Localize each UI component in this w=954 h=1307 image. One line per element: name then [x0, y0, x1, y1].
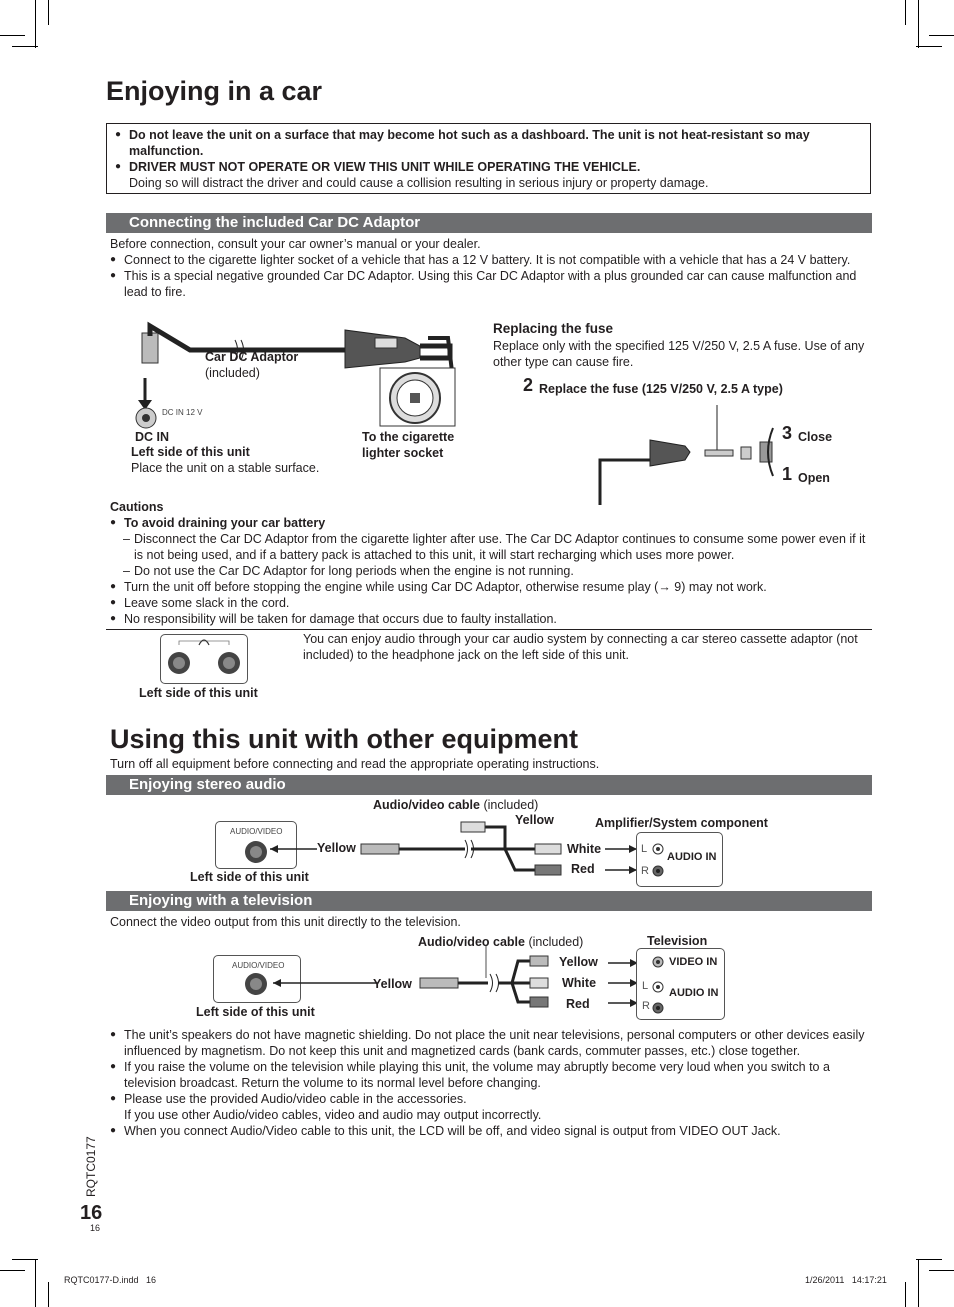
page-number-small: 16	[90, 1223, 101, 1233]
list-item: – Do not use the Car DC Adaptor for long periods when the engine is not running.	[110, 563, 868, 579]
page-title: Enjoying in a car	[106, 76, 323, 106]
section-heading-tv: Enjoying with a television	[106, 891, 872, 911]
list-item: ● No responsibility will be taken for damage that occurs due to faulty installation.	[110, 611, 868, 627]
white-label: White	[567, 842, 602, 856]
footer-file: RQTC0177-D.indd 16	[64, 1275, 157, 1285]
list-item: ● Turn the unit off before stopping the engine while using Car DC Adaptor, otherwise resume play (→ 9) may not work.	[110, 579, 868, 595]
section-heading-stereo: Enjoying stereo audio	[106, 775, 872, 795]
list-item: ● The unit’s speakers do not have magnetic shielding. Do not place the unit near televisions, personal computers or other devices easily influenced by magnetism. Do not keep this unit and magnetized cards (bank cards, commuter passes, etc.) close together.	[110, 1027, 870, 1059]
adaptor-label: Car DC Adaptor	[205, 350, 299, 364]
white-label: White	[562, 976, 597, 990]
cigarette-lighter-icon	[378, 330, 468, 430]
list-item: ● If you raise the volume on the television while playing this unit, the volume may abruptly become very loud when you switch to a television broadcast. Return the volume to its normal level before changing.	[110, 1059, 870, 1091]
lighter-label: lighter socket	[362, 446, 444, 460]
television-label: Television	[647, 934, 708, 948]
left-channel-label: L	[641, 843, 648, 855]
fuse-text: Replace only with the specified 125 V/250 V, 2.5 A fuse. Use of any other type can cause fire.	[493, 339, 865, 369]
jack-label: AUDIO/VIDEO	[232, 961, 285, 970]
headphone-jack-icon	[161, 635, 247, 683]
fuse-illustration	[585, 400, 785, 505]
list-item: – Disconnect the Car DC Adaptor from the cigarette lighter after use. The Car DC Adaptor continues to consume some power even if it is not being used, and if a battery pack is attached to this unit, it will start recharging which uses more power.	[110, 531, 868, 563]
television-panel	[636, 948, 725, 1020]
notes	[110, 1027, 870, 1139]
list-item-continuation: If you use other Audio/video cables, video and audio may output incorrectly.	[124, 1108, 542, 1122]
headphone-jack-panel	[160, 634, 248, 684]
right-channel-label: R	[641, 865, 649, 877]
fuse-step-1-number: 1	[782, 464, 793, 484]
cable-included: (included)	[528, 935, 584, 949]
intro-text: Before connection, consult your car owner’s manual or your dealer.	[110, 237, 481, 251]
lighter-label: To the cigarette	[362, 430, 455, 444]
divider	[106, 629, 872, 630]
warning-detail: Doing so will distract the driver and could cause a collision resulting in serious injury or property damage.	[129, 176, 709, 190]
rca-jack-icon	[651, 955, 665, 1015]
car-adaptor-text	[110, 236, 870, 300]
list-item: ● Connect to the cigarette lighter socket of a vehicle that has a 12 V battery. It is not compatible with a vehicle that has a 24 V battery.	[110, 252, 870, 268]
section-heading-car-adaptor: Connecting the included Car DC Adaptor	[106, 213, 872, 233]
left-side-label: Left side of this unit	[131, 445, 250, 459]
video-in-label: VIDEO IN	[669, 956, 718, 968]
yellow-label: Yellow	[559, 955, 598, 969]
intro-text: Turn off all equipment before connecting and read the appropriate operating instructions.	[110, 757, 600, 771]
list-item: ● Please use the provided Audio/video cable in the accessories.	[110, 1091, 870, 1107]
red-label: Red	[571, 862, 595, 876]
warning-item: ● Do not leave the unit on a surface that may become hot such as a dashboard. The unit is not heat-resistant so may malfunction.	[115, 127, 862, 159]
intro-text: Connect the video output from this unit directly to the television.	[110, 915, 461, 929]
yellow-left-label: Yellow	[373, 977, 412, 991]
cautions	[110, 499, 868, 627]
fuse-step-3-number: 3	[782, 423, 793, 443]
dc-in-label: DC IN	[135, 430, 170, 444]
red-label: Red	[566, 997, 590, 1011]
cable-name: Audio/video cable	[418, 935, 525, 949]
yellow-top-label: Yellow	[515, 813, 554, 827]
cautions-title: Cautions	[110, 500, 164, 514]
list-item: ● When you connect Audio/Video cable to this unit, the LCD will be off, and video signal is output from VIDEO OUT Jack.	[110, 1123, 870, 1139]
left-side-label: Left side of this unit	[190, 870, 309, 884]
dc-in-marking: DC IN 12 V	[162, 408, 203, 417]
list-item: ● To avoid draining your car battery	[110, 515, 868, 531]
cable-name: Audio/video cable	[373, 798, 480, 812]
right-channel-label: R	[642, 1000, 650, 1012]
list-item: ● Leave some slack in the cord.	[110, 595, 868, 611]
audio-in-label: AUDIO IN	[669, 987, 719, 999]
adaptor-included: (included)	[205, 366, 260, 380]
amplifier-panel	[636, 832, 723, 887]
fuse-step-2-number: 2	[523, 375, 534, 395]
left-channel-label: L	[642, 980, 649, 992]
amplifier-label: Amplifier/System component	[595, 816, 768, 830]
stable-surface-text: Place the unit on a stable surface.	[131, 461, 320, 475]
fuse-title: Replacing the fuse	[493, 321, 614, 336]
footer-date: 1/26/2011 14:17:21	[805, 1275, 887, 1285]
page-number: 16	[80, 1202, 103, 1224]
fuse-step-1: Open	[798, 471, 830, 485]
rca-jack-icon	[651, 843, 665, 879]
cable-label	[373, 797, 538, 813]
jack-label: AUDIO/VIDEO	[230, 827, 283, 836]
yellow-label: Yellow	[317, 841, 356, 855]
list-item: ● This is a special negative grounded Car DC Adaptor. Using this Car DC Adaptor with a plus grounded car can cause malfunction and lead to fire.	[110, 268, 870, 300]
left-side-label: Left side of this unit	[196, 1005, 315, 1019]
model-code: RQTC0177	[84, 1136, 98, 1197]
fuse-step-3: Close	[798, 430, 833, 444]
audio-in-label: AUDIO IN	[667, 851, 717, 863]
headphone-label: Left side of this unit	[139, 686, 258, 700]
warning-item: ● DRIVER MUST NOT OPERATE OR VIEW THIS UNIT WHILE OPERATING THE VEHICLE.	[115, 159, 862, 175]
fuse-step-2: Replace the fuse (125 V/250 V, 2.5 A type)	[539, 382, 783, 396]
warning-box	[106, 123, 871, 194]
cable-included: (included)	[483, 798, 539, 812]
page-title: Using this unit with other equipment	[110, 724, 578, 754]
headphone-text: You can enjoy audio through your car audio system by connecting a car stereo cassette adaptor (not included) to the headphone jack on the left side of this unit.	[303, 632, 858, 662]
